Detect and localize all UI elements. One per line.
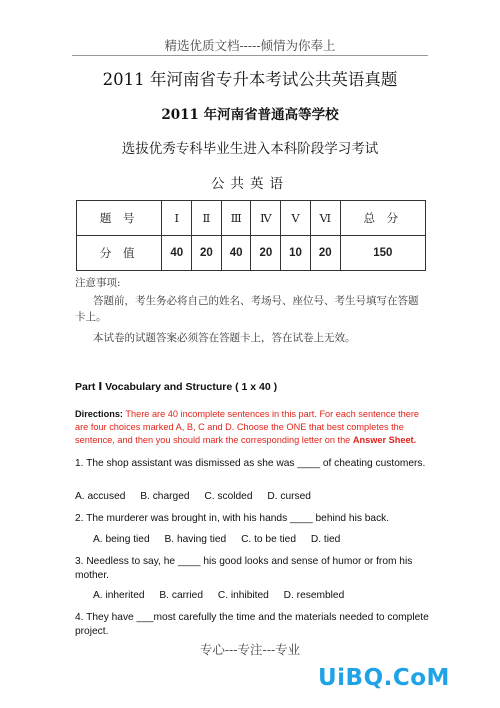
question-options — [93, 590, 356, 601]
score-cell: Ⅴ — [281, 201, 311, 236]
notes-paragraph: 答题前，考生务必将自己的姓名、考场号、座位号、考生号填写在答题卡上。 — [75, 295, 419, 323]
watermark-logo: UiBQ.CoM — [318, 665, 450, 691]
exam-subtitle-school: 2011 年河南省普通高等学校 — [161, 107, 339, 123]
exam-subject: 公共英语 — [211, 176, 289, 192]
question-stem: 3. Needless to say, he ____ his good looks and sense of humor or from his mother. — [75, 556, 413, 581]
score-cell: 20 — [310, 236, 340, 271]
page-footer: 专心---专注---专业 — [199, 642, 301, 657]
directions — [75, 408, 431, 447]
score-cell: 40 — [162, 236, 192, 271]
exam-title: 2011 年河南省专升本考试公共英语真题 — [102, 70, 398, 89]
notes-heading: 注意事项: — [75, 277, 121, 289]
header-divider — [72, 55, 428, 56]
question-stem: 2. The murderer was brought in, with his hands ____ behind his back. — [75, 513, 390, 524]
option: C. to be tied — [241, 534, 296, 545]
score-cell: 40 — [221, 236, 251, 271]
notes-paragraph: 本试卷的试题答案必须答在答题卡上，答在试卷上无效。 — [93, 332, 356, 344]
page-header: 精选优质文档-----倾情为你奉上 — [164, 38, 336, 53]
option: B. carried — [159, 590, 203, 601]
score-cell: Ⅱ — [192, 201, 222, 236]
exam-subtitle-purpose: 选拔优秀专科毕业生进入本科阶段学习考试 — [121, 141, 379, 157]
directions-answer-sheet: Answer Sheet. — [352, 435, 417, 445]
option: B. charged — [140, 491, 190, 502]
option: A. inherited — [93, 590, 145, 601]
question-stem: 1. The shop assistant was dismissed as she was ____ of cheating customers. — [75, 458, 426, 469]
score-cell: 20 — [192, 236, 222, 271]
option: A. being tied — [93, 534, 150, 545]
option: B. having tied — [164, 534, 227, 545]
score-table-header-row — [77, 201, 426, 236]
directions-text: There are 40 incomplete sentences in this part. For each sentence there are four choices marked A, B, C and D. Choose the ONE that best completes the sentence, and then you should mark the corresponding letter on the — [75, 409, 420, 445]
score-table — [76, 200, 426, 271]
option: A. accused — [75, 491, 126, 502]
part-title: Part Ⅰ Vocabulary and Structure ( 1 x 40 ) — [75, 381, 278, 393]
question-options — [93, 534, 352, 545]
score-cell: Ⅲ — [221, 201, 251, 236]
score-cell: 10 — [281, 236, 311, 271]
score-cell: 题 号 — [77, 201, 162, 236]
option: C. inhibited — [217, 590, 269, 601]
directions-label: Directions: — [75, 409, 123, 419]
score-table-value-row — [77, 236, 426, 271]
score-cell: Ⅰ — [162, 201, 192, 236]
score-cell: Ⅳ — [251, 201, 281, 236]
score-cell: 分 值 — [77, 236, 162, 271]
score-cell: Ⅵ — [310, 201, 340, 236]
option: D. tied — [310, 534, 341, 545]
option: D. cursed — [267, 491, 311, 502]
score-cell: 150 — [340, 236, 425, 271]
option: C. scolded — [204, 491, 253, 502]
option: D. resembled — [283, 590, 345, 601]
score-cell: 20 — [251, 236, 281, 271]
score-cell: 总 分 — [340, 201, 425, 236]
question-stem: 4. They have ___most carefully the time and the materials needed to complete project. — [75, 612, 429, 637]
question-options — [75, 491, 323, 502]
